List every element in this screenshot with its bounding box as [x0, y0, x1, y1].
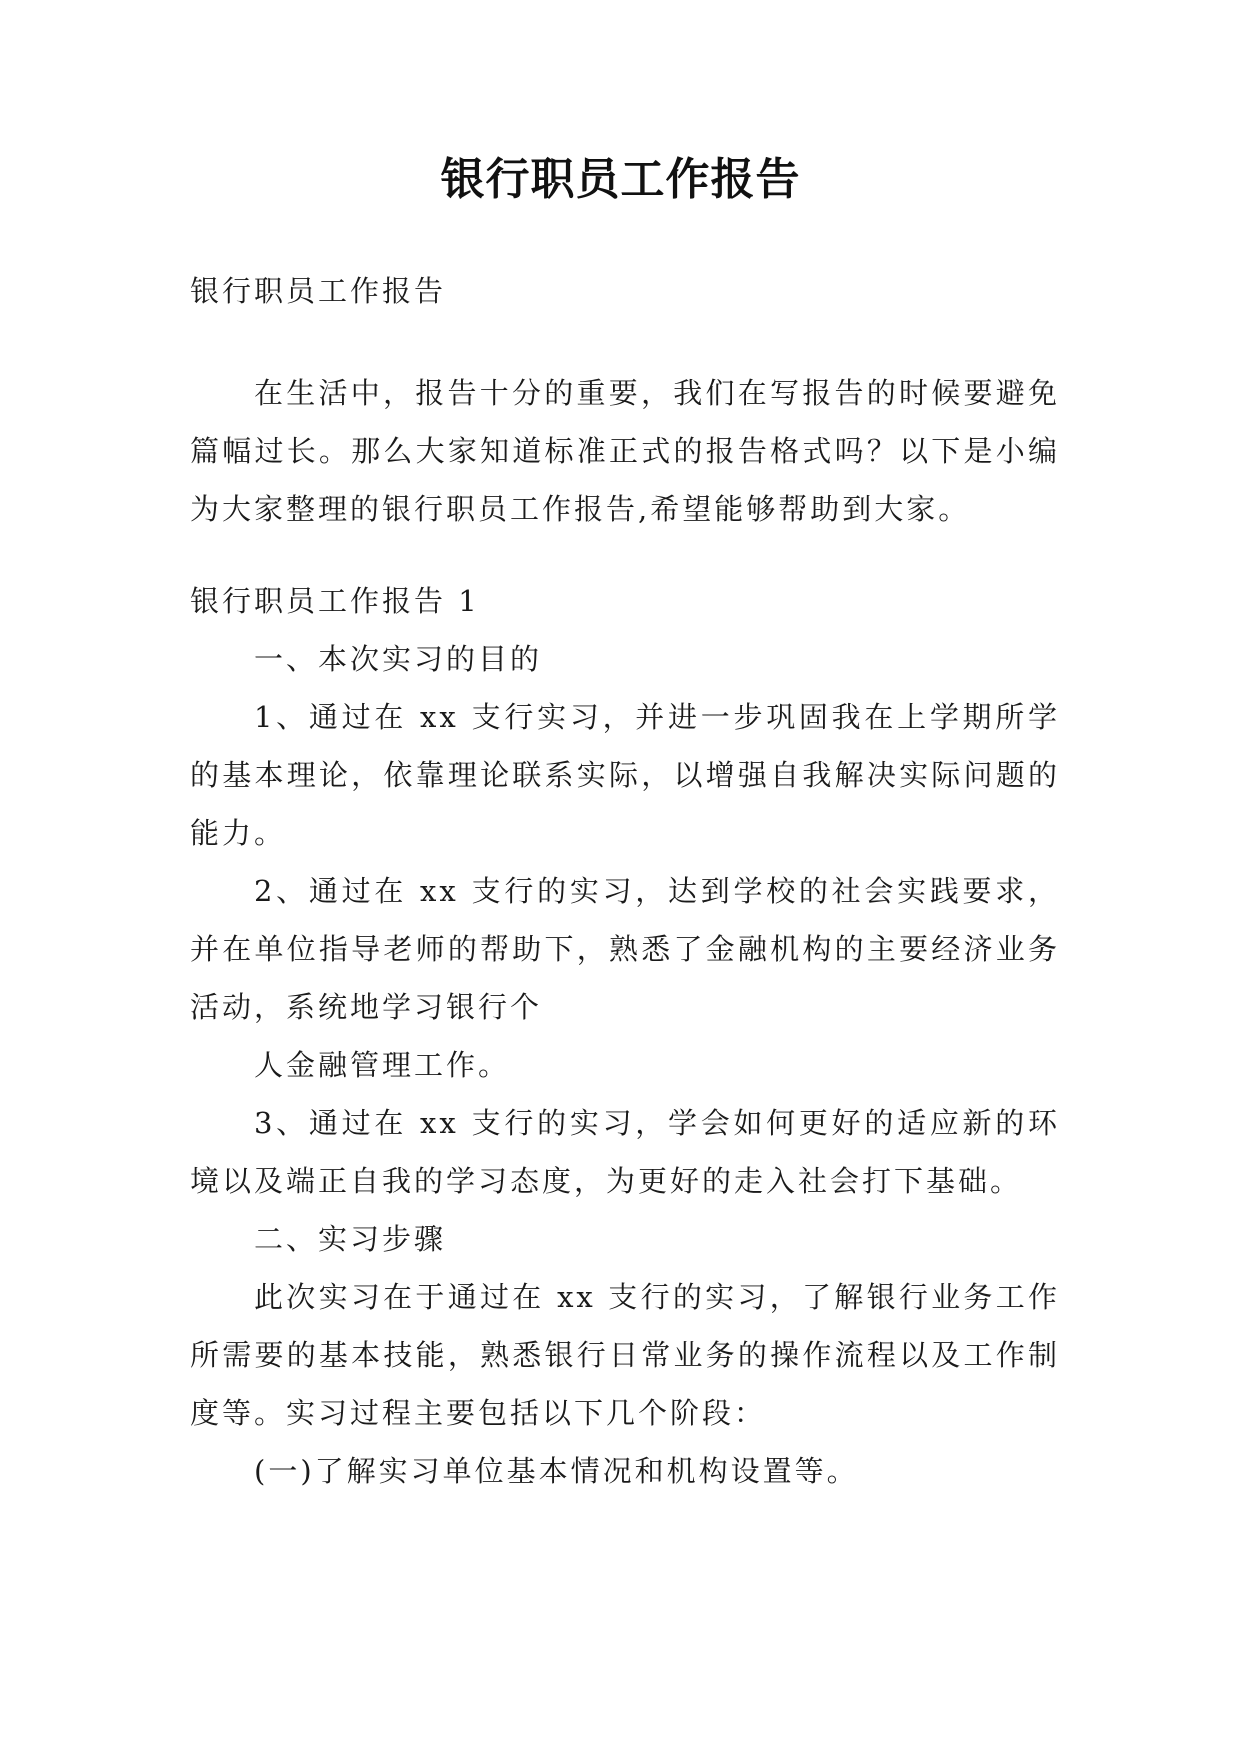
- section-heading: 银行职员工作报告 1: [190, 584, 480, 618]
- steps-paragraph: 此次实习在于通过在 xx 支行的实习，了解银行业务工作所需要的基本技能，熟悉银行日常业务的操作流程以及工作制度等。实习过程主要包括以下几个阶段：: [190, 1280, 1060, 1430]
- heading-purpose: 一、本次实习的目的: [254, 642, 543, 676]
- purpose-item-2-continued: 人金融管理工作。: [254, 1048, 511, 1082]
- purpose-item-1: 1、通过在 xx 支行实习，并进一步巩固我在上学期所学的基本理论，依靠理论联系实际，以增强自我解决实际问题的能力。: [190, 700, 1060, 850]
- purpose-item-3: 3、通过在 xx 支行的实习，学会如何更好的适应新的环境以及端正自我的学习态度，为更好的走入社会打下基础。: [190, 1106, 1060, 1198]
- steps-item-1: (一)了解实习单位基本情况和机构设置等。: [254, 1454, 859, 1488]
- intro-block: [190, 364, 1060, 538]
- report-body: [190, 572, 1060, 1500]
- heading-steps: 二、实习步骤: [254, 1222, 447, 1256]
- intro-paragraph: 在生活中，报告十分的重要，我们在写报告的时候要避免篇幅过长。那么大家知道标准正式的报告格式吗？以下是小编为大家整理的银行职员工作报告,希望能够帮助到大家。: [190, 376, 1060, 526]
- document-subtitle-block: [190, 262, 1060, 320]
- document-subtitle: 银行职员工作报告: [190, 274, 447, 308]
- purpose-item-2: 2、通过在 xx 支行的实习，达到学校的社会实践要求，并在单位指导老师的帮助下，熟悉了金融机构的主要经济业务活动，系统地学习银行个: [190, 874, 1060, 1024]
- document-title: 银行职员工作报告: [440, 154, 801, 205]
